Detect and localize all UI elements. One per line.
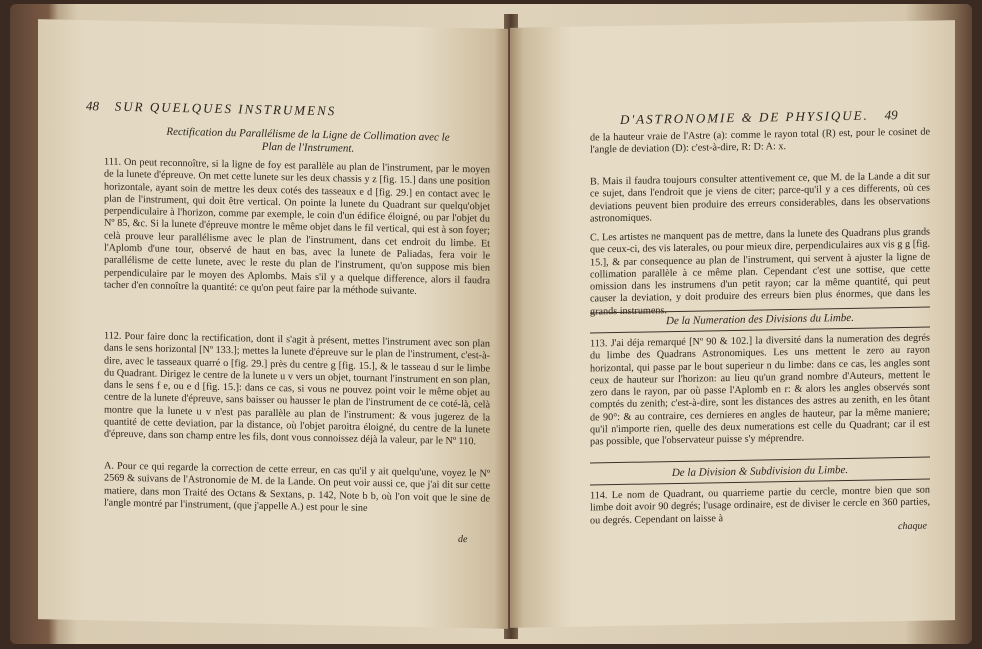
- left-running-head: [86, 98, 336, 119]
- paragraph-111: 111. On peut reconnoître, si la ligne de foy est parallèle au plan de l'instrument, par le moyen de la lunete d'épreuve. On met cette lunete sur les deux chassis y z [fig. 15.] dans une position horizontale, ayant soin de mettre les deux cotés des tasseaux e d [fig. 29.] en contact avec le plan de l'instrument, qui doit être vertical. On pointe la lunete du Quadrant sur quelqu'objet perpendiculaire à l'horizon, comme par exemple, le coin d'un édifice éloigné, ou par l'objet du Nº 85, &c. Si la lunete d'épreuve montre le même objet dans le fil vertical, qui est à son foyer; celà prouve leur parallélisme avec le plan de l'instrument, dans cet endroit du limbe. Et l'Aplomb d'une tour, observé de haut en bas, avec la lunete de Paliadas, fera voir le parallélisme de cette lunete, avec le reste du plan de l'instrument, qu'on suppose mis bien perpendiculaire par le moyen des Aplombs. Mais s'il y a quelque difference, alors il faudra tacher d'en connoître la quantité: ce qu'on peut faire par la méthode suivante.: [104, 156, 490, 297]
- right-running-title: D'ASTRONOMIE & DE PHYSIQUE.: [620, 107, 869, 127]
- right-page: [510, 20, 955, 628]
- open-book: [10, 4, 972, 644]
- left-running-title: SUR QUELQUES INSTRUMENS: [114, 98, 337, 119]
- paragraph-114: 114. Le nom de Quadrant, ou quarrieme partie du cercle, montre bien que son limbe doit avoir 90 degrés; l'usage ordinaire, est de diviser le cercle en 360 parties, ou degrés. Cependant on laisse à: [590, 484, 930, 527]
- paragraph-112: 112. Pour faire donc la rectification, dont il s'agit à présent, mettes l'instrument avec son plan dans le sens horizontal [Nº 133.]; mettes la lunete d'épreuve sur le plan de l'instrument, c'est-à-dire, avec le tasseaux quarré o [fig. 29.] près du centre g [fig. 15.], & le tasseau d sur le limbe du Quadrant. Dirigez le centre de la lunete u v vers un objet, tournant l'instrument en son plan, dans le sens f e, ou e d [fig. 15.]: dans ce cas, si vous ne pouvez point voir le même objet au centre de la lunete d'épreuve, sans baisser ou hausser le plan de l'instrument de ce coté-là, celà montre que la lunete u v n'est pas parallèle au plan de l'instrument: & vous jugerez de la quantité de cette deviation, par la distance, où l'objet paroitra éloigné, du centre de la lunete d'épreuve, dans son champ entre les fils, dont vous connoissez déjà la valeur, par le Nº 110.: [104, 330, 490, 448]
- paragraph-113: 113. J'ai déja remarqué [Nº 90 & 102.] la diversité dans la numeration des degrés du limbe des Quadrans Astronomiques. Les uns mettent le zero au rayon horizontal, qui passe par le bout superieur n du limbe: dans ce cas, les angles sont ceux de hauteur sur l'horizon: au lieu qu'un grand nombre d'Auteurs, mettent le zero dans le rayon, par où passe l'Aplomb en r: & alors les angles observés sont comptés du zenith; c'est-à-dire, sont les distances des astres au zenith, en les ôtant de 90°: & au contraire, ces dernieres en angles de hauteur, par la même maniere; qu'il n'importe rien, quelle des deux numerations est celle du Quadrant; car il est pas possible, que l'observateur puisse s'y méprendre.: [590, 332, 930, 448]
- note-B: B. Mais il faudra toujours consulter attentivement ce, que M. de la Lande a dit sur ce sujet, dans l'endroit que je viens de citer; parce-qu'il y a ces differents, où ces deviations peuvent bien produire des erreurs considerables, dans les observations astronomiques.: [590, 170, 930, 225]
- right-section-numeration: De la Numeration des Divisions du Limbe.: [666, 311, 854, 328]
- right-page-number: 49: [884, 107, 898, 123]
- right-catchword: chaque: [898, 520, 927, 533]
- note-C: C. Les artistes ne manquent pas de mettre, dans la lunete des Quadrans plus grands que ceux-ci, des vis laterales, ou pour mieux dire, perpendiculaires aux vis g g [fig. 15.], & par consequence au plan de l'instrument, qui servent à ajuster la ligne de collimation parallèle à ce même plan. Cependant c'est une sottise, que cette omission dans les instrumens d'un petit rayon; car la même quantité, qui peut causer la deviation, y doit produire des erreurs bien plus énormes, que dans les grands instrumens.: [590, 226, 930, 318]
- paragraph-top: de la hauteur vraie de l'Astre (a): comme le rayon total (R) est, pour le cosinet de l'angle de deviation (D): c'est-à-dire, R: D: A: x.: [590, 126, 930, 156]
- left-section-title: Rectification du Parallélisme de la Ligne de Collimation avec le Plan de l'Instrument.: [166, 125, 450, 155]
- left-catchword: de: [458, 533, 468, 546]
- left-page: [38, 19, 508, 629]
- left-page-number: 48: [86, 98, 99, 114]
- right-section-division: De la Division & Subdivision du Limbe.: [671, 463, 849, 480]
- right-running-head: [620, 107, 898, 128]
- note-A: A. Pour ce qui regarde la correction de cette erreur, en cas qu'il y ait quelqu'une, voyez le Nº 2569 & suivans de l'Astronomie de M. de la Lande. On peut voir aussi ce, que j'ai dit sur cette matiere, dans mon Traité des Octans & Sextans, p. 142, Note b b, où l'on voit que le sine de l'angle montré par l'instrument, (que j'appelle A.) est pour le sine: [104, 460, 490, 514]
